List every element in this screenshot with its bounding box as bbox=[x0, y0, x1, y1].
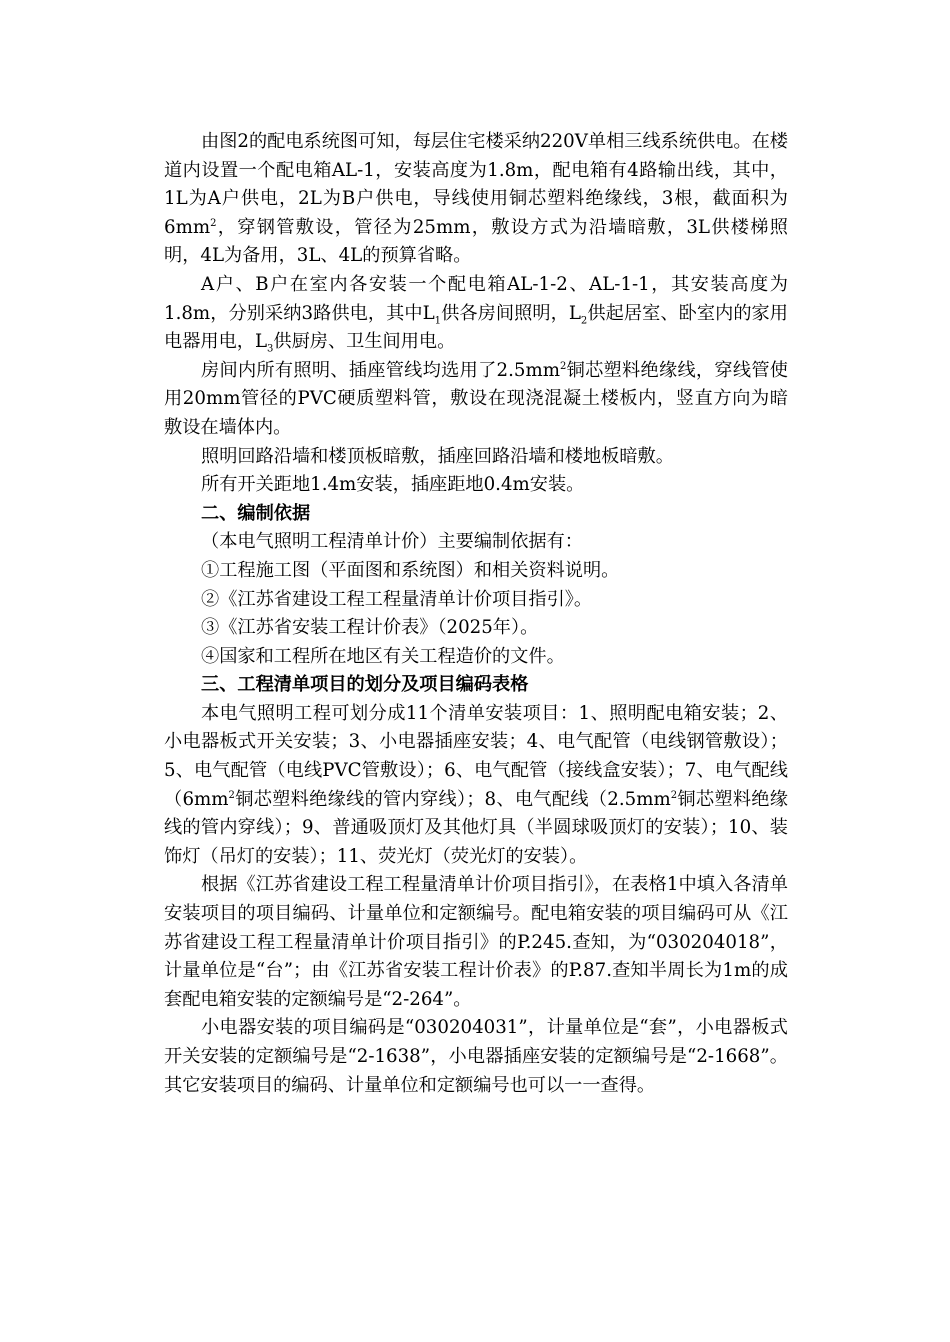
text-run: 铜芯塑料绝缘线的管内穿线）；9、普通吸顶灯及其他灯具（半圆球吸顶灯的安装）；10、装饰灯（吊灯的安装）；11、荧光灯（荧光灯的安装）。 bbox=[164, 788, 788, 867]
text-run: A户、B户在室内各安装一个配电箱AL-1-2、AL-1-1，其安装高度为1.8m，分别采纳3路供电，其中L bbox=[164, 273, 788, 324]
text-run: （本电气照明工程清单计价）主要编制依据有： bbox=[201, 531, 583, 553]
subscript: 2 bbox=[580, 315, 588, 327]
text-run: ，穿钢管敷设，管径为25mm，敷设方式为沿墙暗敷，3L供楼梯照明，4L为备用，3L、4L的预算省略。 bbox=[164, 216, 788, 267]
body-paragraph bbox=[164, 614, 788, 643]
text-run: 铜芯塑料绝缘线的管内穿线）；8、电气配线（2.5mm bbox=[234, 788, 671, 810]
body-paragraph bbox=[164, 586, 788, 615]
text-run: ③《江苏省安装工程计价表》（2025年）。 bbox=[201, 617, 539, 639]
body-paragraph bbox=[164, 557, 788, 586]
body-paragraph bbox=[164, 271, 788, 357]
text-run: 供起居室、卧室内的家用电器用电，L bbox=[164, 302, 788, 353]
text-run: 由图2的配电系统图可知，每层住宅楼采纳220V单相三线系统供电。在楼道内设置一个配电箱AL-1，安装高度为1.8m，配电箱有4路输出线，其中，1L为A户供电，2L为B户供电，导线使用铜芯塑料绝缘线，3根，截面积为6mm bbox=[164, 131, 788, 238]
text-run: 小电器安装的项目编码是“030204031”，计量单位是“套”，小电器板式开关安装的定额编号是“2-1638”，小电器插座安装的定额编号是“2-1668”。其它安装项目的编码、计量单位和定额编号也可以一一查得。 bbox=[164, 1017, 788, 1096]
section-heading bbox=[164, 671, 788, 700]
text-run: 所有开关距地1.4m安装，插座距地0.4m安装。 bbox=[201, 474, 585, 496]
text-run: ②《江苏省建设工程工程量清单计价项目指引》。 bbox=[201, 588, 593, 610]
text-run: 本电气照明工程可划分成11个清单安装项目：1、照明配电箱安装；2、小电器板式开关安装；3、小电器插座安装；4、电气配管（电线钢管敷设）；5、电气配管（电线PVC管敷设）；6、电气配管（接线盒安装）；7、电气配线（6mm bbox=[164, 702, 788, 810]
document-page bbox=[164, 128, 788, 1100]
body-paragraph bbox=[164, 443, 788, 472]
text-run: ①工程施工图（平面图和系统图）和相关资料说明。 bbox=[201, 559, 620, 581]
subscript: 1 bbox=[434, 315, 442, 327]
text-run: 供各房间照明，L bbox=[441, 302, 581, 324]
text-run: 根据《江苏省建设工程工程量清单计价项目指引》，在表格1中填入各清单安装项目的项目编码、计量单位和定额编号。配电箱安装的项目编码可从《江苏省建设工程工程量清单计价项目指引》的P.245.查知，为“030204018”，计量单位是“台”；由《江苏省安装工程计价表》的P.87.查知半周长为1m的成套配电箱安装的定额编号是“2-264”。 bbox=[164, 874, 788, 1010]
body-paragraph bbox=[164, 357, 788, 443]
body-paragraph bbox=[164, 643, 788, 672]
superscript: 2 bbox=[670, 789, 678, 801]
body-paragraph bbox=[164, 871, 788, 1014]
body-paragraph bbox=[164, 528, 788, 557]
superscript: 2 bbox=[559, 360, 567, 372]
body-paragraph bbox=[164, 700, 788, 872]
text-run: 三、工程清单项目的划分及项目编码表格 bbox=[201, 674, 529, 696]
superscript: 2 bbox=[228, 789, 235, 801]
body-paragraph bbox=[164, 471, 788, 500]
text-run: 照明回路沿墙和楼顶板暗敷，插座回路沿墙和楼地板暗敷。 bbox=[201, 445, 674, 467]
text-run: 铜芯塑料绝缘线，穿线管使用20mm管径的PVC硬质塑料管，敷设在现浇混凝土楼板内，竖直方向为暗敷设在墙体内。 bbox=[164, 359, 788, 438]
subscript: 3 bbox=[267, 343, 274, 355]
text-run: ④国家和工程所在地区有关工程造价的文件。 bbox=[201, 645, 565, 667]
text-run: 二、编制依据 bbox=[201, 502, 311, 524]
superscript: 2 bbox=[210, 217, 217, 229]
body-paragraph bbox=[164, 128, 788, 271]
section-heading bbox=[164, 500, 788, 529]
body-paragraph bbox=[164, 1014, 788, 1100]
text-run: 供厨房、卫生间用电。 bbox=[273, 331, 456, 353]
text-run: 房间内所有照明、插座管线均选用了2.5mm bbox=[201, 359, 560, 381]
